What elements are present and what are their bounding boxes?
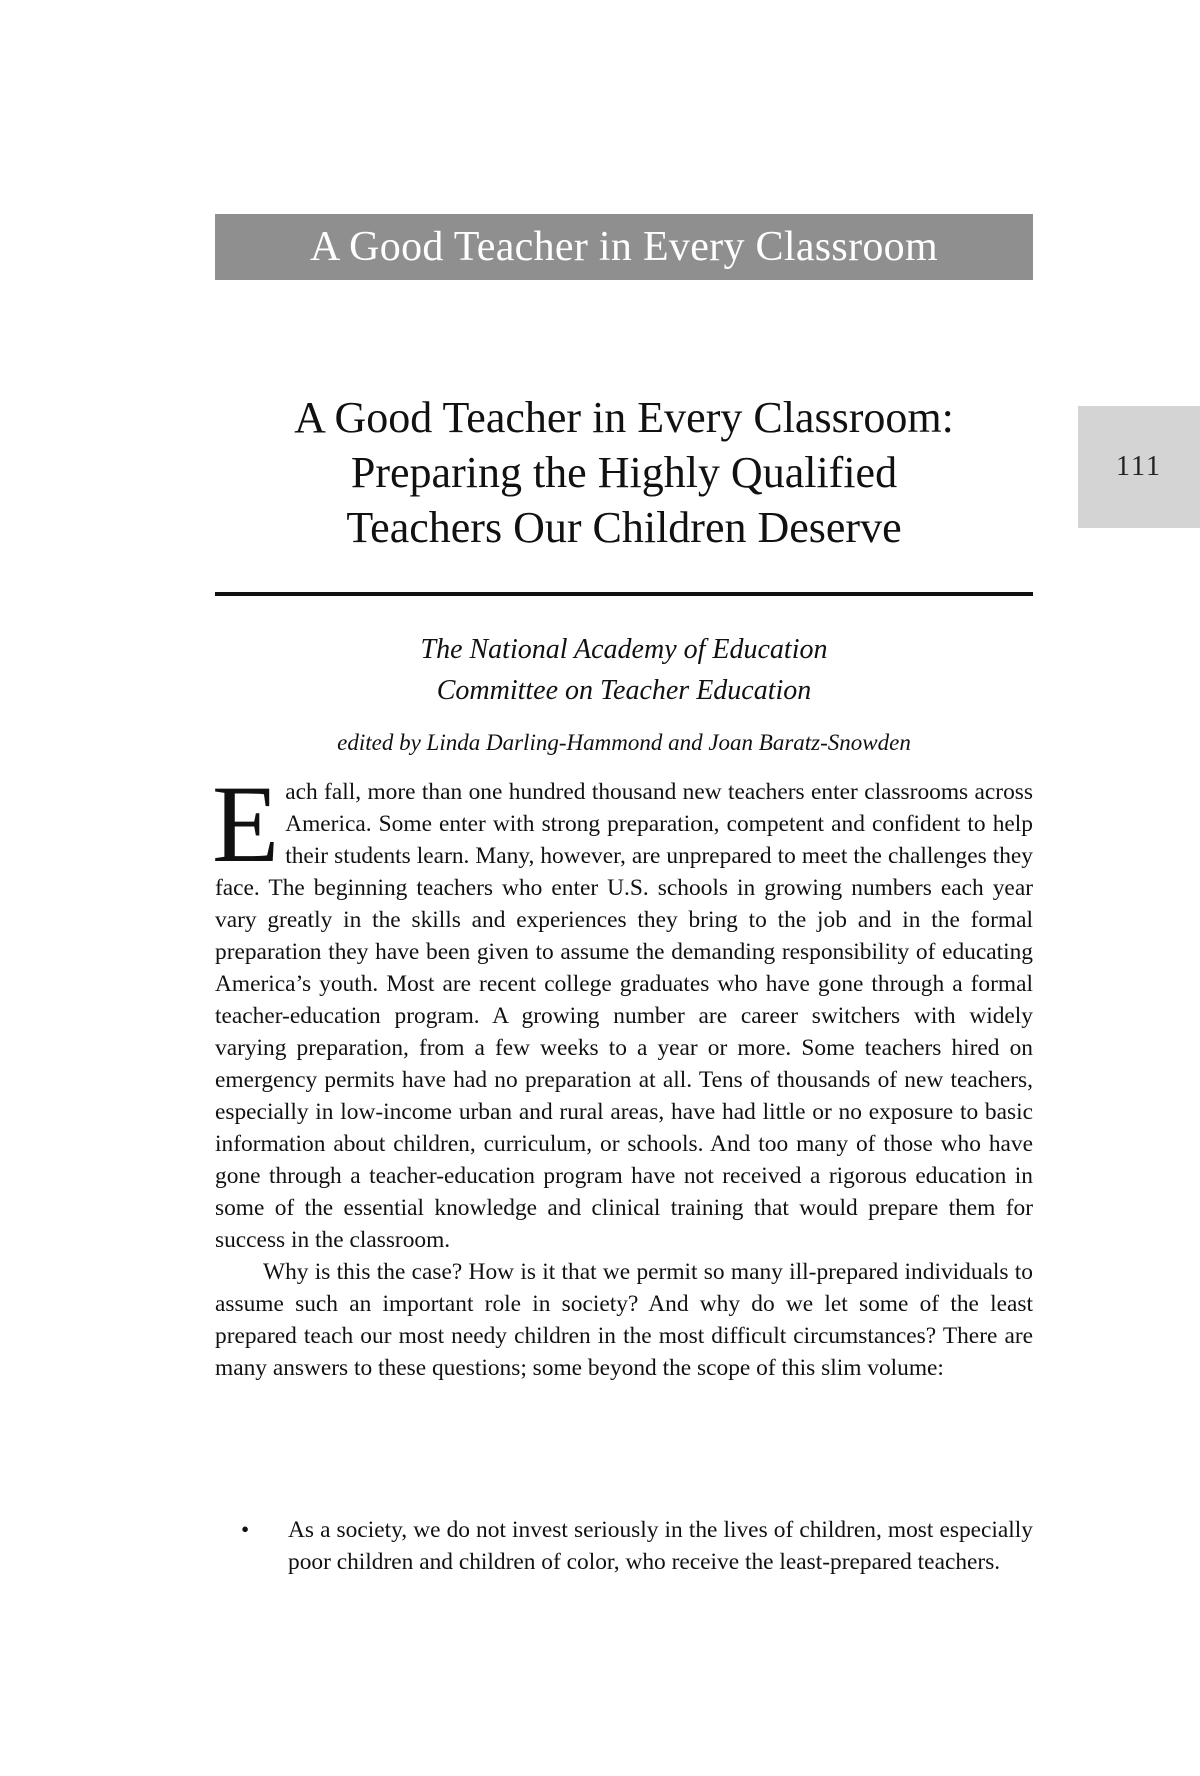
bullet-text: As a society, we do not invest seriously in the lives of children, most especially poor children and children of color, who receive the least-prepared teachers. [288, 1517, 1033, 1575]
author-line-1: The National Academy of Education [420, 634, 828, 665]
author-line-2: Committee on Teacher Education [436, 675, 812, 706]
chapter-title-line-1: A Good Teacher in Every Classroom: [294, 393, 954, 442]
paragraph-2: Why is this the case? How is it that we permit so many ill-prepared individuals to assume such an important role in society? And why do we let some of the least prepared teach our most needy children in the most difficult circumstances? There are many answers to these questions; some beyond the scope of this slim volume: [215, 1259, 1033, 1381]
chapter-title-line-3: Teachers Our Children Deserve [346, 503, 902, 552]
running-head [215, 214, 1033, 280]
running-head-text: A Good Teacher in Every Classroom [310, 224, 938, 270]
drop-cap: E [212, 763, 280, 885]
chapter-title-line-2: Preparing the Highly Qualified [350, 448, 898, 497]
author-block [215, 629, 1033, 711]
page-number-tab [1078, 406, 1200, 528]
body-text [212, 763, 1033, 1384]
bullet-item [215, 1514, 1033, 1578]
title-divider [215, 592, 1033, 596]
page-number: 111 [1116, 451, 1162, 482]
chapter-title [215, 390, 1033, 555]
bullet-mark: • [241, 1517, 250, 1543]
paragraph-1 [212, 763, 1033, 1256]
editors-line: edited by Linda Darling-Hammond and Joan Baratz-Snowden [337, 730, 911, 755]
paragraph-1-text: ach fall, more than one hundred thousand new teachers enter classrooms across America. Some enter with strong preparation, competent and confident to help their students learn. Many, however, are unprepared to meet the challenges they face. The beginning teachers who enter U.S. schools in growing numbers each year vary greatly in the skills and experiences they bring to the job and in the formal preparation they have been given to assume the demanding responsibility of educating America’s youth. Most are recent college graduates who have gone through a formal teacher-education program. A growing number are career switchers with widely varying preparation, from a few weeks to a year or more. Some teachers hired on emergency permits have had no preparation at all. Tens of thousands of new teachers, especially in low-income urban and rural areas, have had little or no exposure to basic information about children, curriculum, or schools. And too many of those who have gone through a teacher-education program have not received a rigorous education in some of the essential knowledge and clinical training that would prepare them for success in the classroom. [215, 779, 1033, 1253]
bullet-list [215, 1514, 1033, 1578]
